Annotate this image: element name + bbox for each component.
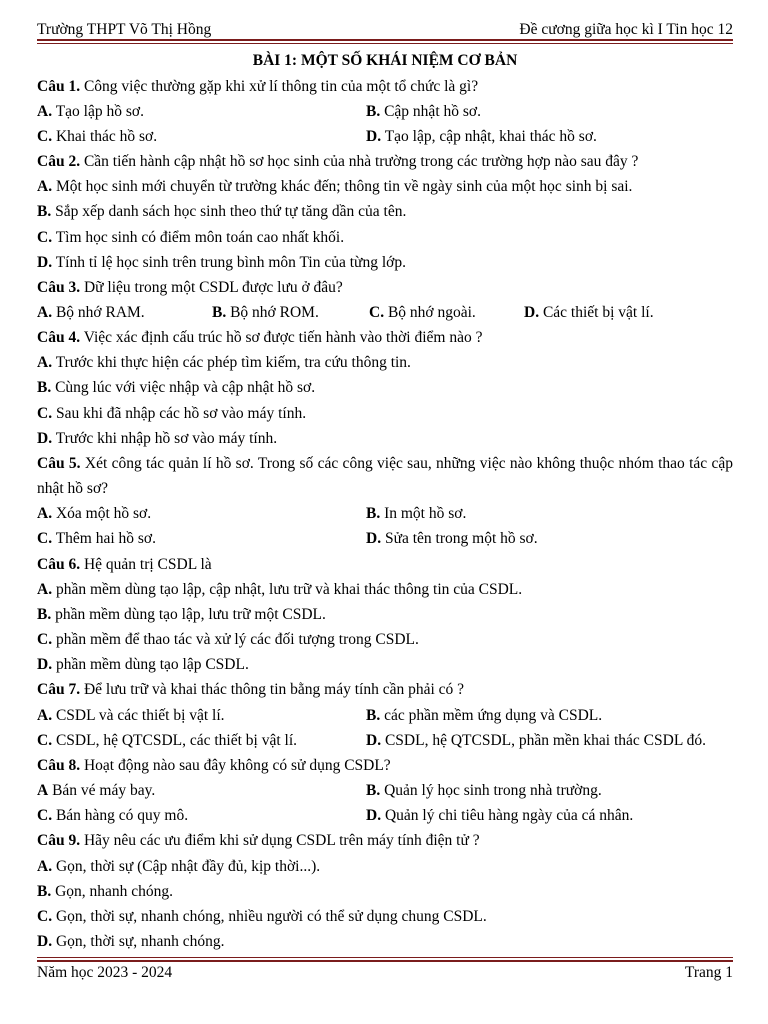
option-text: Các thiết bị vật lí. — [542, 304, 654, 321]
option-c — [37, 803, 188, 828]
option-text: Cùng lúc với việc nhập và cập nhật hồ sơ. — [55, 379, 316, 397]
question-label: Câu 9. — [37, 832, 81, 850]
option-key: B. — [366, 782, 381, 800]
option-b — [37, 375, 733, 400]
option-b — [212, 300, 319, 325]
option-key: B. — [37, 605, 52, 623]
page-footer — [37, 963, 733, 983]
option-b — [366, 501, 466, 526]
option-text: CSDL, hệ QTCSDL, các thiết bị vật lí. — [55, 731, 298, 749]
option-text: phần mềm dùng tạo lập, lưu trữ một CSDL. — [55, 605, 326, 623]
option-c — [369, 300, 476, 325]
option-key: B. — [37, 379, 52, 397]
question-label: Câu 7. — [37, 681, 81, 699]
question-4 — [37, 325, 733, 350]
option-key: D. — [366, 127, 382, 145]
option-key: A. — [37, 505, 53, 523]
option-key: B. — [212, 304, 227, 321]
option-key: B. — [37, 882, 52, 900]
option-c — [37, 401, 733, 426]
option-text: Khai thác hồ sơ. — [55, 127, 158, 145]
option-b — [37, 602, 733, 627]
header-rule-thin — [37, 43, 733, 44]
option-key: A. — [37, 354, 53, 372]
question-label: Câu 5. — [37, 454, 81, 472]
option-text: Tính tỉ lệ học sinh trên trung bình môn Tin của từng lớp. — [55, 253, 406, 271]
option-a — [37, 99, 144, 124]
option-text: phần mềm dùng tạo lập CSDL. — [55, 656, 249, 674]
option-d — [366, 803, 633, 828]
option-key: D. — [366, 530, 382, 548]
option-b — [366, 99, 481, 124]
question-9 — [37, 828, 733, 853]
option-b — [366, 703, 602, 728]
option-text: Gọn, nhanh chóng. — [55, 882, 174, 900]
options-row — [37, 703, 733, 728]
question-label: Câu 3. — [37, 278, 81, 296]
option-text: Sau khi đã nhập các hồ sơ vào máy tính. — [55, 404, 307, 422]
option-key: B. — [37, 203, 52, 221]
option-key: A. — [37, 706, 53, 724]
option-d — [37, 426, 733, 451]
header-document-title: Đề cương giữa học kì I Tin học 12 — [519, 21, 733, 38]
page-header — [37, 20, 733, 40]
option-key: B. — [366, 505, 381, 523]
question-text: Hoạt động nào sau đây không có sử dụng CSDL? — [83, 756, 391, 774]
footer-rule-thick — [37, 960, 733, 962]
option-b — [37, 879, 733, 904]
header-school-name: Trường THPT Võ Thị Hồng — [37, 21, 212, 38]
footer-page-number: Trang 1 — [684, 964, 733, 981]
option-key: C. — [37, 631, 53, 649]
option-a — [37, 501, 151, 526]
question-1 — [37, 74, 733, 99]
footer-school-year: Năm học 2023 - 2024 — [37, 964, 173, 981]
option-text: Bộ nhớ ngoài. — [387, 304, 476, 321]
option-d — [366, 124, 597, 149]
option-text: Thêm hai hồ sơ. — [55, 530, 157, 548]
option-key: C. — [369, 304, 385, 321]
options-row — [37, 526, 733, 551]
options-row — [37, 300, 733, 325]
option-text: Quản lý chi tiêu hàng ngày của cá nhân. — [384, 807, 634, 825]
option-d — [37, 652, 733, 677]
question-label: Câu 8. — [37, 756, 81, 774]
option-text: Một học sinh mới chuyển từ trường khác đến; thông tin về ngày sinh của một học sinh bị sai. — [55, 178, 633, 196]
question-2 — [37, 149, 733, 174]
question-8 — [37, 753, 733, 778]
option-c — [37, 904, 733, 929]
option-key: A. — [37, 857, 53, 875]
option-a — [37, 577, 733, 602]
section-title: BÀI 1: MỘT SỐ KHÁI NIỆM CƠ BẢN — [252, 52, 518, 70]
option-text: CSDL, hệ QTCSDL, phần mền khai thác CSDL đó. — [384, 731, 706, 749]
option-key: C. — [37, 127, 53, 145]
question-text: Dữ liệu trong một CSDL được lưu ở đâu? — [83, 278, 343, 296]
option-a — [37, 778, 155, 803]
option-key: D. — [37, 933, 53, 951]
option-text: các phần mềm ứng dụng và CSDL. — [384, 706, 603, 724]
option-text: Bán vé máy bay. — [52, 782, 156, 800]
option-c — [37, 124, 157, 149]
option-key: D. — [37, 656, 53, 674]
options-row — [37, 728, 733, 753]
option-text: Tìm học sinh có điểm môn toán cao nhất khối. — [55, 228, 345, 246]
option-c — [37, 627, 733, 652]
option-text: Trước khi nhập hồ sơ vào máy tính. — [55, 429, 278, 447]
option-text: Xóa một hồ sơ. — [55, 505, 152, 523]
option-key: C. — [37, 404, 53, 422]
document-body — [37, 48, 733, 954]
option-key: A. — [37, 580, 53, 598]
question-text: Cần tiến hành cập nhật hồ sơ học sinh của nhà trường trong các trường hợp nào sau đây ? — [83, 153, 639, 171]
option-key: D. — [524, 304, 540, 321]
question-7 — [37, 677, 733, 702]
question-text: Hệ quản trị CSDL là — [83, 555, 212, 573]
option-a — [37, 703, 225, 728]
option-text: In một hồ sơ. — [384, 505, 467, 523]
option-key: C. — [37, 731, 53, 749]
options-row — [37, 778, 733, 803]
option-d — [366, 526, 538, 551]
question-3 — [37, 275, 733, 300]
option-key: A. — [37, 102, 53, 120]
option-key: D. — [37, 253, 53, 271]
header-rule-thick — [37, 39, 733, 41]
option-text: Sửa tên trong một hồ sơ. — [384, 530, 538, 548]
question-text: Để lưu trữ và khai thác thông tin bằng máy tính cần phải có ? — [83, 681, 465, 699]
option-text: Gọn, thời sự, nhanh chóng, nhiều người có thể sử dụng chung CSDL. — [55, 907, 487, 925]
option-key: D. — [37, 429, 53, 447]
option-key: A. — [37, 304, 53, 321]
option-text: Tạo lập hồ sơ. — [55, 102, 144, 120]
question-label: Câu 6. — [37, 555, 81, 573]
question-text: Công việc thường gặp khi xử lí thông tin của một tổ chức là gì? — [83, 77, 479, 95]
options-row — [37, 124, 733, 149]
option-text: Gọn, thời sự, nhanh chóng. — [55, 933, 225, 951]
option-text: Bộ nhớ ROM. — [230, 304, 319, 321]
option-d — [37, 929, 733, 954]
option-key: C. — [37, 530, 53, 548]
question-text: Việc xác định cấu trúc hồ sơ được tiến hành vào thời điểm nào ? — [83, 329, 483, 347]
option-text: Quản lý học sinh trong nhà trường. — [384, 782, 602, 800]
option-d — [37, 250, 733, 275]
option-key: C. — [37, 907, 53, 925]
question-text: Xét công tác quản lí hồ sơ. Trong số các công việc sau, những việc nào không thuộc nhóm thao tác cập nhật hồ sơ? — [37, 454, 734, 498]
option-key: D. — [366, 731, 382, 749]
option-a — [37, 350, 733, 375]
option-text: Gọn, thời sự (Cập nhật đầy đủ, kịp thời...). — [55, 857, 321, 875]
options-row — [37, 803, 733, 828]
question-text: Hãy nêu các ưu điểm khi sử dụng CSDL trên máy tính điện tử ? — [83, 832, 480, 850]
footer-rule-thin — [37, 957, 733, 958]
option-c — [37, 225, 733, 250]
option-text: phần mềm dùng tạo lập, cập nhật, lưu trữ và khai thác thông tin của CSDL. — [55, 580, 523, 598]
option-text: Sắp xếp danh sách học sinh theo thứ tự tăng dần của tên. — [55, 203, 407, 221]
option-text: Bán hàng có quy mô. — [55, 807, 189, 825]
option-d — [366, 728, 706, 753]
option-b — [37, 199, 733, 224]
question-label: Câu 1. — [37, 77, 81, 95]
option-text: phần mềm để thao tác và xử lý các đối tượng trong CSDL. — [55, 631, 419, 649]
option-d — [524, 300, 654, 325]
option-key: B. — [366, 102, 381, 120]
option-c — [37, 728, 297, 753]
options-row — [37, 501, 733, 526]
option-a — [37, 300, 145, 325]
option-a — [37, 174, 733, 199]
option-text: Tạo lập, cập nhật, khai thác hồ sơ. — [384, 127, 597, 145]
option-b — [366, 778, 602, 803]
option-key: A. — [37, 178, 53, 196]
question-6 — [37, 552, 733, 577]
options-row — [37, 99, 733, 124]
option-key: D. — [366, 807, 382, 825]
option-key: B. — [366, 706, 381, 724]
option-a — [37, 854, 733, 879]
question-5 — [37, 451, 733, 501]
option-text: Cập nhật hồ sơ. — [384, 102, 481, 120]
option-key: C. — [37, 807, 53, 825]
question-label: Câu 2. — [37, 153, 81, 171]
option-text: CSDL và các thiết bị vật lí. — [55, 706, 225, 724]
option-text: Trước khi thực hiện các phép tìm kiếm, tra cứu thông tin. — [55, 354, 411, 372]
option-text: Bộ nhớ RAM. — [55, 304, 145, 321]
option-c — [37, 526, 156, 551]
option-key: A — [37, 782, 49, 800]
question-label: Câu 4. — [37, 329, 81, 347]
option-key: C. — [37, 228, 53, 246]
